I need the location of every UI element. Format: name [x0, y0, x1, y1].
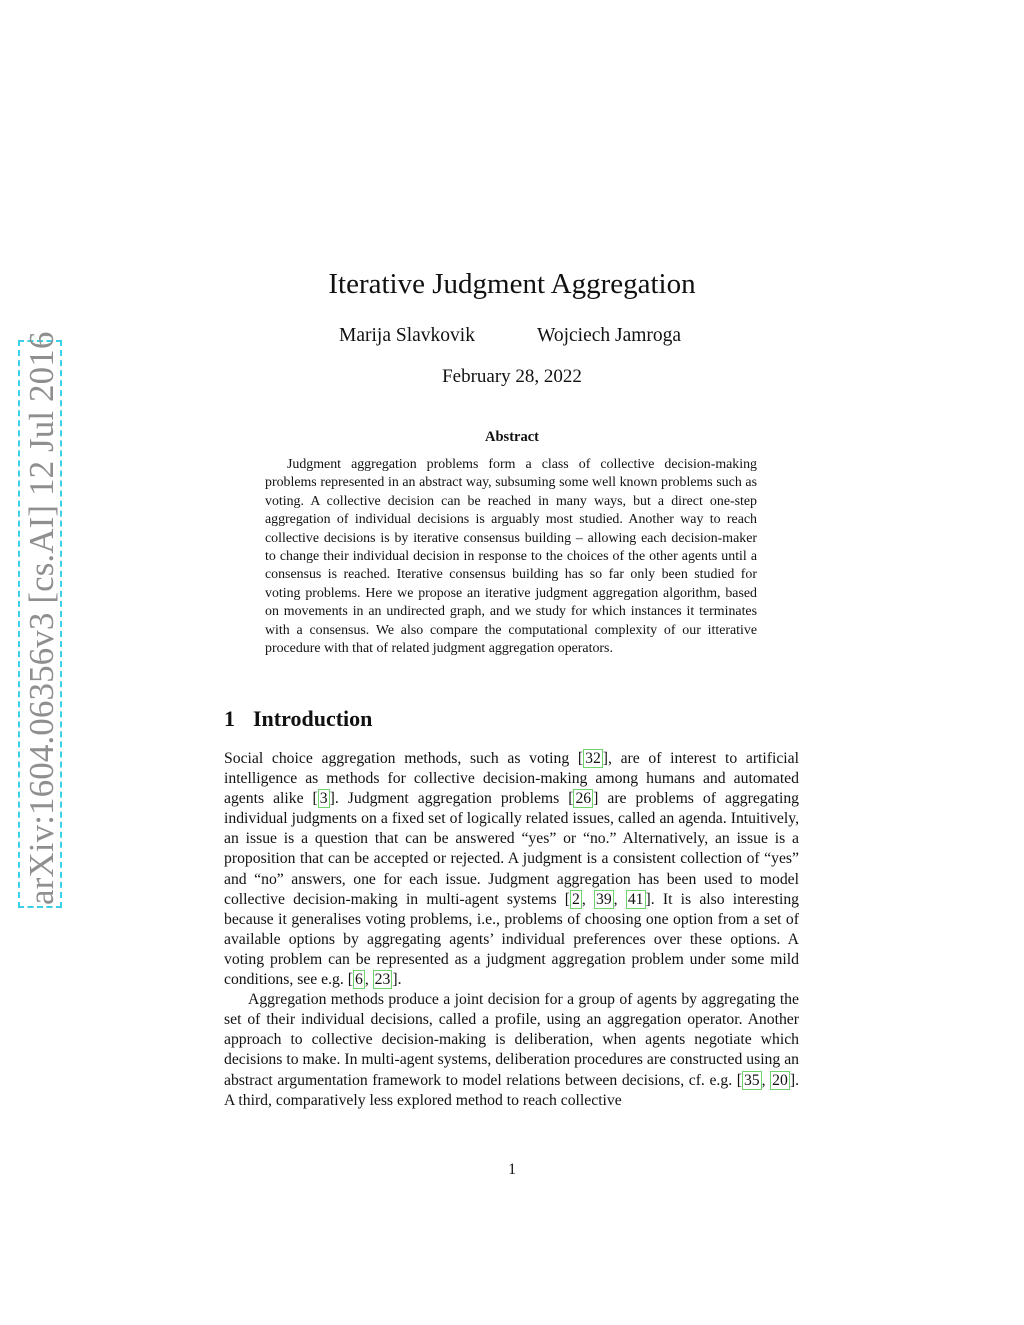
citation-link[interactable]: 26 — [575, 790, 592, 808]
citation-link[interactable]: 32 — [585, 750, 601, 767]
abstract-heading: Abstract — [485, 429, 539, 445]
text-run: ]. It is also interesting because it generalises voting problems, i.e., problems of choosing one option from a set of available options by aggregating agents’ individual preferences over these options. A voting problem can be represented as a judgment aggregation problem under some mild conditions, see e.g. [ — [224, 890, 800, 989]
text-run: ]. A third, comparatively less explored method to reach collective — [224, 1071, 800, 1109]
text-run: ], are of interest to artificial intelligence as methods for collective decision-making among humans and automated agents alike [ — [224, 750, 799, 808]
paragraph: Social choice aggregation methods, such as voting [ 32 ], are of interest to artificial intelligence as methods for collective decision-making among humans and automated agents alike [ 3 ]. Judgment aggregation problems [ 26 ] are problems of aggregating individual judgments on a fixed set of logically related issues, called an agenda. Intuitively, an issue is a question that can be answered “yes” or “no.” Alternatively, an issue is a proposition that can be accepted or rejected. A judgment is a consistent collection of “yes” and “no” answers, one for each issue. Judgment aggregation has been used to model collective decision-making in multi-agent systems [ 2 , 39 , 41 ]. It is also interesting because it generalises voting problems, i.e., problems of choosing one option from a set of available options by aggregating agents’ individual preferences over these options. A voting problem can be represented as a judgment aggregation problem under some mild conditions, see e.g. [ 6 , 23 ]. — [224, 750, 800, 989]
page-number: 1 — [508, 1161, 516, 1178]
section-heading — [224, 706, 372, 732]
author-name: Wojciech Jamroga — [537, 325, 682, 346]
section-title: Introduction — [253, 706, 373, 731]
citation-link[interactable]: 39 — [595, 890, 612, 908]
citation-link[interactable]: 35 — [743, 1071, 760, 1089]
citation-link[interactable]: 6 — [354, 971, 363, 989]
citation-link[interactable]: 3 — [319, 790, 328, 808]
author-name: Marija Slavkovik — [339, 325, 475, 346]
text-run: ] are problems of aggregating individual judgments on a fixed set of logically related issues, called an agenda. Intuitively, an issue is a question that can be answered “yes” or “no.” Alternatively, an issue is a proposition that can be accepted or rejected. A judgment is a consistent collection of “yes” and “no” answers, one for each issue. Judgment aggregation has been used to model collective decision-making in multi-agent systems [ — [224, 790, 800, 908]
citation-link[interactable]: 20 — [772, 1071, 788, 1089]
text-run: Aggregation methods produce a joint decision for a group of agents by aggregating the set of their individual decisions, called a profile, using an aggregation operator. Another approach to collective decision-making is deliberation, when agents negotiate which decisions to make. In multi-agent systems, deliberation procedures are constructed using an abstract argumentation framework to model relations between decisions, cf. e.g. [ — [224, 991, 799, 1089]
section-number: 1 — [224, 706, 235, 731]
text-run: ]. Judgment aggregation problems [ — [329, 790, 574, 808]
body-text — [224, 749, 799, 1111]
paper-title: Iterative Judgment Aggregation — [328, 268, 696, 300]
arxiv-identifier: arXiv:1604.06356v3 [cs.AI] 12 Jul 2016 — [22, 331, 61, 905]
citation-link[interactable]: 41 — [627, 890, 644, 908]
abstract-text: Judgment aggregation problems form a class of collective decision-making problems represented in an abstract way, subsuming some well known problems such as voting. A collective decision can be reached in many ways, but a direct one-step aggregation of individual decisions is arguably most studied. Another way to reach collective decisions is by iterative consensus building – allowing each decision-maker to change their individual decision in response to the choices of the other agents until a consensus is reached. Iterative consensus building has so far only been studied for voting problems. Here we propose an iterative judgment aggregation algorithm, based on movements in an undirected graph, and we study for which instances it terminates with a consensus. We also compare the computational complexity of our itterative procedure with that of related judgment aggregation operators. — [265, 457, 757, 657]
citation-link[interactable]: 2 — [572, 890, 580, 908]
text-run: Social choice aggregation methods, such as voting [ — [224, 750, 584, 767]
paper-date: February 28, 2022 — [442, 366, 582, 387]
citation-link[interactable]: 23 — [374, 971, 391, 989]
paragraph: Aggregation methods produce a joint decision for a group of agents by aggregating the set of their individual decisions, called a profile, using an aggregation operator. Another approach to collective decision-making is deliberation, when agents negotiate which decisions to make. In multi-agent systems, deliberation procedures are constructed using an abstract argumentation framework to model relations between decisions, cf. e.g. [ 35 , 20 ]. A third, comparatively less explored method to reach collective — [224, 991, 800, 1109]
text-run: ]. — [392, 971, 402, 989]
